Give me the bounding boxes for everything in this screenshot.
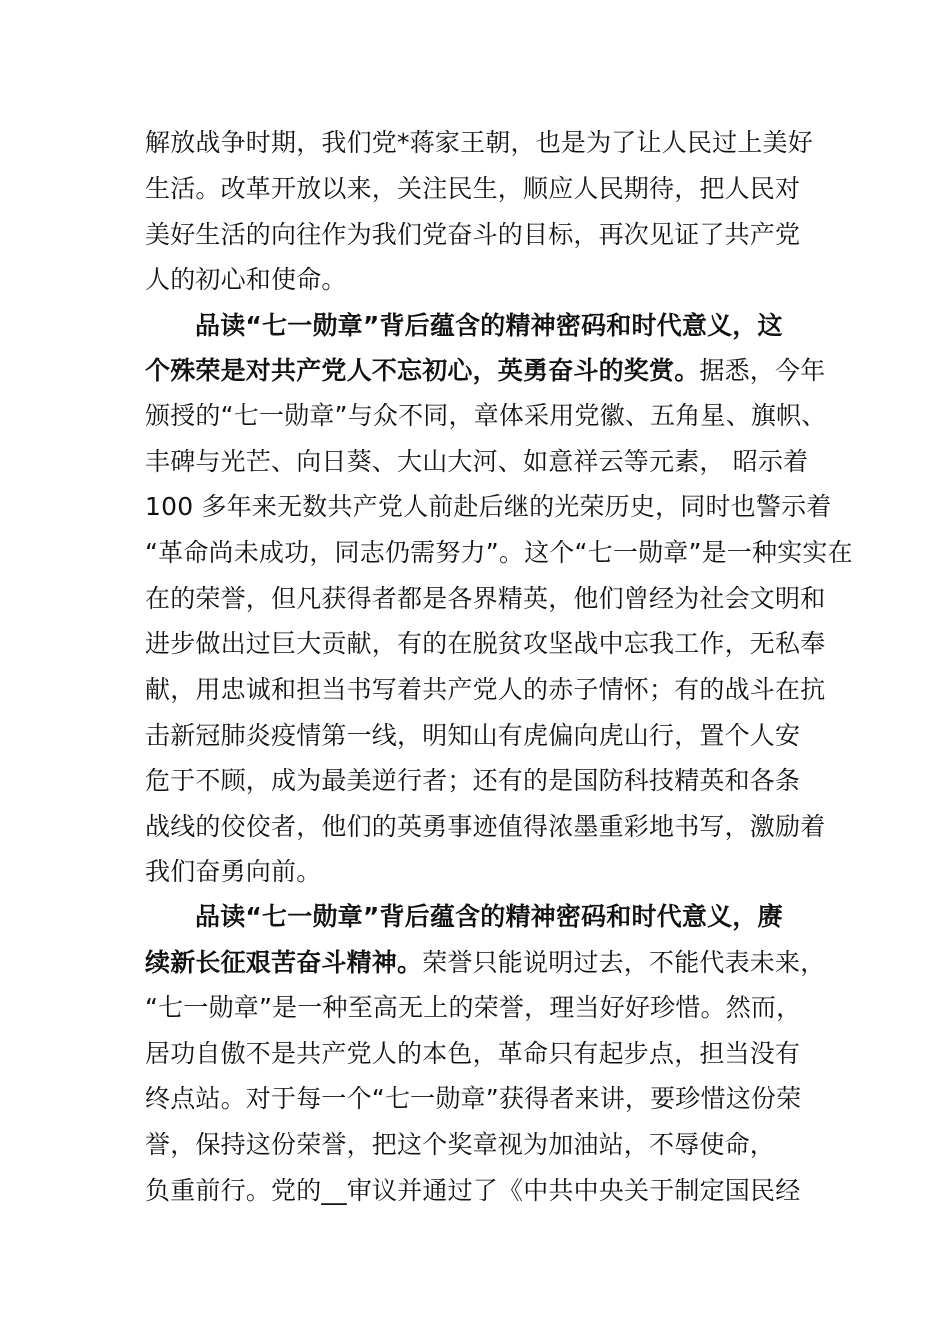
paragraph-2-line: 100 多年来无数共产党人前赴后继的光荣历史，同时也警示着: [145, 492, 832, 521]
paragraph-2-line: 进步做出过巨大贡献，有的在脱贫攻坚战中忘我工作，无私奉: [145, 629, 826, 658]
paragraph-2-line: 击新冠肺炎疫情第一线，明知山有虎偏向虎山行，置个人安: [145, 721, 801, 750]
paragraph-1-line: 美好生活的向往作为我们党奋斗的目标，再次见证了共产党: [145, 220, 801, 249]
paragraph-1-line: 人的初心和使命。: [145, 265, 347, 294]
paragraph-2-line-2: [145, 356, 825, 386]
paragraph-3-line: 终点站。对于每一个“七一勋章”获得者来讲，要珍惜这份荣: [145, 1084, 802, 1113]
paragraph-3-line: 负重前行。党的__审议并通过了《中共中央关于制定国民经: [145, 1176, 801, 1205]
paragraph-3-line: 居功自傲不是共产党人的本色，革命只有起步点，担当没有: [145, 1039, 801, 1068]
paragraph-2-heading: 品读“七一勋章”背后蕴含的精神密码和时代意义，这: [195, 311, 783, 340]
paragraph-1-line: 解放战争时期，我们党*蒋家王朝，也是为了让人民过上美好: [145, 128, 813, 157]
paragraph-2-line: 丰碑与光芒、向日葵、大山大河、如意祥云等元素， 昭示着: [145, 447, 809, 476]
paragraph-3-heading-end: 续新长征艰苦奋斗精神。: [145, 948, 423, 977]
paragraph-3-heading: 品读“七一勋章”背后蕴含的精神密码和时代意义，赓: [195, 902, 783, 931]
paragraph-3-text: 荣誉只能说明过去，不能代表未来，: [422, 948, 826, 977]
paragraph-2-line: 在的荣誉，但凡获得者都是各界精英，他们曾经为社会文明和: [145, 584, 826, 613]
paragraph-3-line: “七一勋章”是一种至高无上的荣誉，理当好好珍惜。然而，: [145, 993, 802, 1022]
paragraph-2-line: 我们奋勇向前。: [145, 857, 322, 886]
paragraph-2-line: 战线的佼佼者，他们的英勇事迹值得浓墨重彩地书写，激励着: [145, 812, 826, 841]
paragraph-2-line: 颁授的“七一勋章”与众不同，章体采用党徽、五角星、旗帜、: [145, 401, 827, 430]
paragraph-3-line: 誉，保持这份荣誉，把这个奖章视为加油站，不辱使命，: [145, 1130, 776, 1159]
paragraph-1-line: 生活。改革开放以来，关注民生，顺应人民期待，把人民对: [145, 174, 801, 203]
paragraph-3-line-2: [145, 948, 825, 978]
paragraph-2-text: 据悉，今年: [699, 356, 826, 385]
paragraph-2-line: 献，用忠诚和担当书写着共产党人的赤子情怀；有的战斗在抗: [145, 675, 826, 704]
paragraph-2-heading-end: 个殊荣是对共产党人不忘初心，英勇奋斗的奖赏。: [145, 356, 700, 385]
paragraph-2-line: “革命尚未成功，同志仍需努力”。这个“七一勋章”是一种实实在: [145, 538, 853, 567]
paragraph-2-line: 危于不顾，成为最美逆行者；还有的是国防科技精英和各条: [145, 766, 801, 795]
